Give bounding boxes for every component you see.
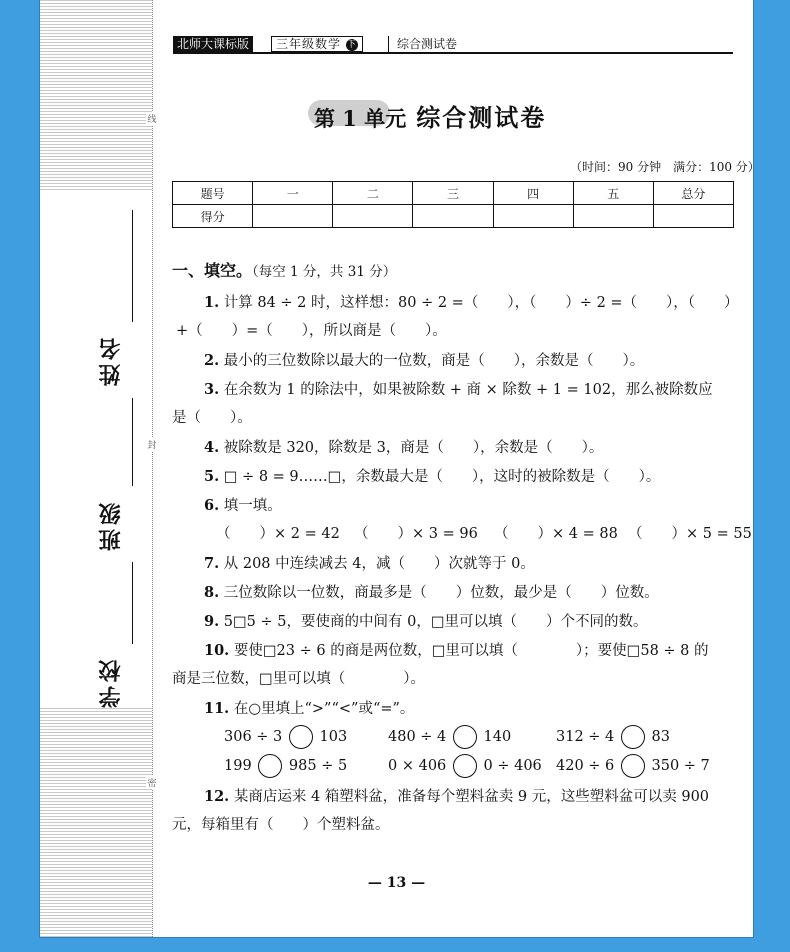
- table-cell: 一: [253, 182, 333, 205]
- question-6-item: （ ）× 5 = 55: [628, 526, 752, 542]
- question-text: 某商店运来 4 箱塑料盆，准备每个塑料盆卖 9 元，这些塑料盆可以卖 900: [229, 789, 710, 805]
- question-number: 1.: [204, 294, 220, 311]
- compare-item: [388, 752, 542, 781]
- question-number: 11.: [204, 700, 230, 717]
- title-text: [314, 98, 546, 133]
- compare-right: 140: [483, 729, 512, 745]
- question-number: 3.: [204, 381, 220, 398]
- question-number: 9.: [204, 613, 220, 630]
- score-table-header-row: [173, 182, 734, 205]
- table-cell: 总分: [653, 182, 733, 205]
- question-number: 8.: [204, 584, 220, 601]
- compare-item: [224, 752, 347, 781]
- question-3-line-1: [204, 375, 774, 405]
- compare-circle[interactable]: [289, 725, 313, 749]
- question-text: 最小的三位数除以最大的一位数，商是（ ），余数是（ ）。: [219, 353, 645, 369]
- question-text: 要使□23 ÷ 6 的商是两位数，□里可以填（ ）；要使□58 ÷ 8 的: [229, 643, 709, 659]
- score-blank: [573, 205, 653, 228]
- table-cell: 五: [573, 182, 653, 205]
- table-cell: 四: [493, 182, 573, 205]
- question-text: 计算 84 ÷ 2 时，这样想：80 ÷ 2 =（ ），（ ）÷ 2 =（ ），（ ）: [219, 295, 739, 311]
- section-note: （每空 1 分，共 31 分）: [252, 264, 397, 280]
- section-heading: [172, 256, 742, 287]
- question-12-line-1: [204, 782, 774, 812]
- title-unit: 第 1 单元: [314, 106, 407, 131]
- grade-text: 三年级数学: [276, 37, 342, 51]
- hatch-bottom: [40, 706, 152, 937]
- cut-mark-mid: 封: [146, 438, 158, 451]
- question-6-item: （ ）× 2 = 42: [216, 526, 340, 542]
- table-cell: 题号: [173, 182, 253, 205]
- question-number: 10.: [204, 642, 230, 659]
- question-3-line-2: 是（ ）。: [172, 410, 252, 426]
- question-10-line-1: [204, 636, 774, 666]
- school-label: 学校: [98, 656, 124, 708]
- cut-line: [152, 0, 153, 937]
- question-4: [204, 433, 774, 463]
- score-blank: [253, 205, 333, 228]
- publisher-label: 北师大课标版: [173, 36, 253, 52]
- compare-circle[interactable]: [453, 725, 477, 749]
- score-blank: [653, 205, 733, 228]
- question-12-line-2: 元，每箱里有（ ）个塑料盆。: [172, 817, 390, 833]
- compare-left: 420 ÷ 6: [556, 758, 615, 774]
- question-number: 2.: [204, 352, 220, 369]
- hatch-top: [40, 0, 152, 190]
- question-8: [204, 578, 774, 608]
- question-6-item: （ ）× 4 = 88: [494, 526, 618, 542]
- compare-item: [388, 723, 511, 752]
- question-number: 5.: [204, 468, 220, 485]
- header-separator: [388, 36, 389, 52]
- binding-strip: [40, 0, 155, 937]
- score-blank: [413, 205, 493, 228]
- question-6: [204, 491, 774, 521]
- worksheet-page: [40, 0, 760, 937]
- compare-right: 0 ÷ 406: [483, 758, 542, 774]
- question-text: 在○里填上“>”“<”或“=”。: [229, 701, 415, 717]
- score-table: [172, 181, 734, 228]
- question-9: [204, 607, 774, 637]
- question-text: 5□5 ÷ 5，要使商的中间有 0，□里可以填（ ）个不同的数。: [219, 614, 648, 630]
- score-blank: [493, 205, 573, 228]
- compare-right: 985 ÷ 5: [288, 758, 348, 774]
- title-main: 综合测试卷: [416, 103, 547, 132]
- volume-badge: 下: [346, 39, 357, 50]
- score-blank: [333, 205, 413, 228]
- page-number: — 13 —: [367, 875, 426, 891]
- page-title: [300, 96, 650, 130]
- compare-circle[interactable]: [453, 754, 477, 778]
- compare-right: 350 ÷ 7: [651, 758, 710, 774]
- compare-item: [224, 723, 347, 752]
- compare-circle[interactable]: [621, 754, 645, 778]
- question-1-line-1: [204, 288, 774, 318]
- section-label: 综合测试卷: [397, 37, 458, 51]
- question-text: 填一填。: [219, 498, 282, 514]
- question-text: 被除数是 320，除数是 3，商是（ ），余数是（ ）。: [219, 440, 604, 456]
- compare-left: 312 ÷ 4: [556, 729, 615, 745]
- compare-item: [556, 752, 710, 781]
- table-cell: 得分: [173, 205, 253, 228]
- compare-left: 0 × 406: [388, 758, 447, 774]
- school-underline: [132, 562, 133, 644]
- name-underline: [132, 210, 133, 322]
- compare-right: 103: [319, 729, 348, 745]
- question-text: 从 208 中连续减去 4，减（ ）次就等于 0。: [219, 556, 535, 572]
- cut-mark-bottom: 密: [146, 776, 158, 789]
- compare-left: 306 ÷ 3: [224, 729, 283, 745]
- name-label: 姓名: [98, 334, 124, 386]
- question-5: [204, 462, 774, 492]
- table-cell: 三: [413, 182, 493, 205]
- section-title: 一、填空。: [172, 261, 253, 280]
- compare-right: 83: [651, 729, 670, 745]
- compare-circle[interactable]: [621, 725, 645, 749]
- running-header: [173, 36, 733, 54]
- grade-label: [271, 36, 363, 52]
- question-number: 4.: [204, 439, 220, 456]
- question-6-item: （ ）× 3 = 96: [354, 526, 478, 542]
- question-10-line-2: 商是三位数，□里可以填（ ）。: [172, 671, 425, 687]
- table-cell: 二: [333, 182, 413, 205]
- score-table-score-row: [173, 205, 734, 228]
- cut-mark-top: 线: [146, 112, 158, 125]
- class-underline: [132, 398, 133, 486]
- question-2: [204, 346, 774, 376]
- compare-item: [556, 723, 670, 752]
- question-11: [204, 694, 774, 724]
- question-text: □ ÷ 8 = 9……□，余数最大是（ ），这时的被除数是（ ）。: [219, 469, 661, 485]
- class-label: 班级: [98, 499, 124, 551]
- question-text: 在余数为 1 的除法中，如果被除数 + 商 × 除数 + 1 = 102，那么被除数应: [219, 382, 713, 398]
- compare-left: 199: [224, 758, 252, 774]
- time-info: （时间：90 分钟 满分：100 分）: [570, 160, 760, 174]
- question-text: 三位数除以一位数，商最多是（ ）位数，最少是（ ）位数。: [219, 585, 659, 601]
- question-number: 7.: [204, 555, 220, 572]
- question-7: [204, 549, 774, 579]
- question-number: 12.: [204, 788, 230, 805]
- compare-circle[interactable]: [258, 754, 282, 778]
- question-number: 6.: [204, 497, 220, 514]
- question-1-line-2: +（ ）=（ ），所以商是（ ）。: [176, 323, 447, 339]
- compare-left: 480 ÷ 4: [388, 729, 447, 745]
